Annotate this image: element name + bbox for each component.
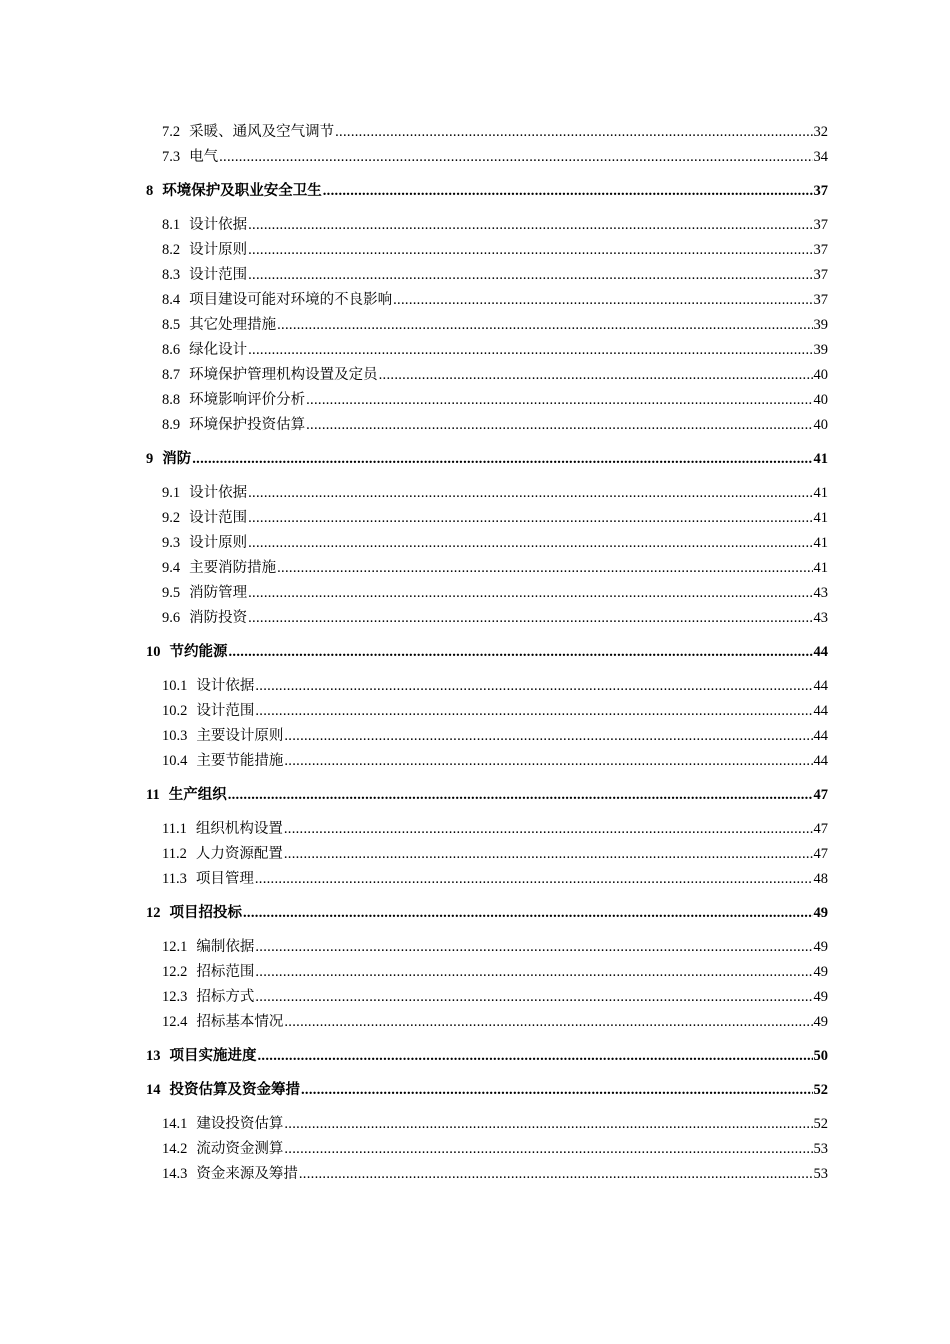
- toc-entry-title: 节约能源: [169, 644, 228, 660]
- toc-page-number: 39: [813, 317, 828, 333]
- toc-section-entry[interactable]: [146, 217, 828, 242]
- toc-entry-number: 8.1: [162, 217, 181, 233]
- toc-chapter-entry[interactable]: [146, 183, 828, 200]
- toc-entry-number: 8.4: [162, 292, 181, 308]
- toc-dot-leader: [284, 846, 813, 863]
- toc-entry-title: 项目招投标: [169, 905, 242, 921]
- toc-entry-title: 主要消防措施: [189, 560, 277, 576]
- toc-section-entry[interactable]: [146, 703, 828, 728]
- toc-entry-number: 9.6: [162, 610, 181, 626]
- toc-dot-leader: [379, 367, 813, 384]
- toc-page-number: 52: [813, 1116, 828, 1132]
- toc-entry-title: 其它处理措施: [189, 317, 277, 333]
- toc-page-number: 34: [813, 149, 828, 165]
- toc-page-number: 47: [813, 846, 828, 862]
- toc-dot-leader: [219, 149, 812, 166]
- toc-entry-number: 9.3: [162, 535, 181, 551]
- toc-dot-leader: [335, 124, 812, 141]
- toc-page-number: 39: [813, 342, 828, 358]
- toc-dot-leader: [306, 417, 812, 434]
- toc-section-entry[interactable]: [146, 821, 828, 846]
- toc-chapter-entry[interactable]: [146, 451, 828, 468]
- toc-page-number: 44: [813, 753, 828, 769]
- toc-dot-leader: [248, 217, 812, 234]
- toc-entry-title: 流动资金测算: [196, 1141, 284, 1157]
- toc-entry-number: 9.2: [162, 510, 181, 526]
- toc-chapter-entry[interactable]: [146, 787, 828, 804]
- toc-entry-title: 消防管理: [189, 585, 248, 601]
- toc-dot-leader: [255, 939, 812, 956]
- toc-entry-title: 项目管理: [195, 871, 254, 887]
- toc-section-entry[interactable]: [146, 292, 828, 317]
- toc-dot-leader: [248, 610, 812, 627]
- toc-entry-title: 环境影响评价分析: [189, 392, 306, 408]
- toc-entry-number: 12.1: [162, 939, 188, 955]
- toc-entry-title: 设计范围: [189, 267, 248, 283]
- toc-entry-number: 10.4: [162, 753, 188, 769]
- toc-entry-title: 编制依据: [196, 939, 255, 955]
- toc-page-number: 47: [813, 787, 828, 803]
- toc-entry-number: 11.2: [162, 846, 187, 862]
- toc-page-number: 41: [813, 535, 828, 551]
- toc-entry-number: 14.3: [162, 1166, 188, 1182]
- toc-chapter-entry[interactable]: [146, 644, 828, 661]
- toc-entry-title: 设计依据: [189, 485, 248, 501]
- toc-entry-number: 10: [146, 644, 161, 660]
- toc-section-entry[interactable]: [146, 728, 828, 753]
- toc-dot-leader: [284, 1141, 812, 1158]
- toc-section-entry[interactable]: [146, 1166, 828, 1191]
- toc-entry-number: 9.4: [162, 560, 181, 576]
- toc-entry-number: 10.1: [162, 678, 188, 694]
- toc-entry-title: 设计依据: [189, 217, 248, 233]
- toc-entry-number: 8.5: [162, 317, 181, 333]
- toc-section-entry[interactable]: [146, 610, 828, 635]
- toc-entry-title: 招标基本情况: [196, 1014, 284, 1030]
- toc-entry-title: 建设投资估算: [196, 1116, 284, 1132]
- toc-page-number: 41: [813, 485, 828, 501]
- toc-entry-title: 设计依据: [196, 678, 255, 694]
- toc-section-entry[interactable]: [146, 417, 828, 442]
- toc-page-number: 37: [813, 217, 828, 233]
- toc-entry-number: 8.3: [162, 267, 181, 283]
- toc-page-number: 40: [813, 392, 828, 408]
- toc-section-entry[interactable]: [146, 392, 828, 417]
- toc-section-entry[interactable]: [146, 585, 828, 610]
- toc-dot-leader: [248, 342, 812, 359]
- toc-dot-leader: [323, 183, 813, 200]
- toc-section-entry[interactable]: [146, 560, 828, 585]
- toc-entry-number: 14: [146, 1082, 161, 1098]
- toc-dot-leader: [284, 728, 812, 745]
- toc-entry-number: 11: [146, 787, 160, 803]
- toc-page-number: 43: [813, 610, 828, 626]
- toc-page-number: 53: [813, 1166, 828, 1182]
- toc-page-number: 44: [813, 678, 828, 694]
- toc-page-number: 49: [813, 964, 828, 980]
- toc-entry-title: 资金来源及筹措: [196, 1166, 298, 1182]
- toc-dot-leader: [255, 964, 812, 981]
- table-of-contents: [146, 124, 828, 1191]
- toc-chapter-entry[interactable]: [146, 1082, 828, 1099]
- toc-section-entry[interactable]: [146, 989, 828, 1014]
- toc-entry-number: 14.2: [162, 1141, 188, 1157]
- toc-entry-title: 项目建设可能对环境的不良影响: [189, 292, 393, 308]
- toc-section-entry[interactable]: [146, 871, 828, 896]
- toc-entry-title: 招标方式: [196, 989, 255, 1005]
- toc-entry-title: 项目实施进度: [169, 1048, 257, 1064]
- toc-section-entry[interactable]: [146, 342, 828, 367]
- toc-chapter-entry[interactable]: [146, 905, 828, 922]
- toc-entry-number: 12.3: [162, 989, 188, 1005]
- toc-entry-title: 设计原则: [189, 535, 248, 551]
- toc-dot-leader: [258, 1048, 813, 1065]
- toc-section-entry[interactable]: [146, 149, 828, 174]
- toc-page-number: 32: [813, 124, 828, 140]
- toc-dot-leader: [243, 905, 813, 922]
- toc-entry-title: 环境保护及职业安全卫生: [162, 183, 322, 199]
- toc-dot-leader: [301, 1082, 813, 1099]
- toc-page-number: 37: [813, 183, 828, 199]
- toc-dot-leader: [229, 644, 813, 661]
- toc-dot-leader: [248, 585, 812, 602]
- toc-entry-number: 9.5: [162, 585, 181, 601]
- toc-dot-leader: [248, 510, 812, 527]
- toc-entry-title: 消防投资: [189, 610, 248, 626]
- toc-dot-leader: [284, 1116, 812, 1133]
- toc-page-number: 37: [813, 267, 828, 283]
- toc-dot-leader: [306, 392, 812, 409]
- toc-dot-leader: [277, 560, 812, 577]
- toc-section-entry[interactable]: [146, 510, 828, 535]
- toc-entry-number: 8.8: [162, 392, 181, 408]
- toc-entry-title: 电气: [189, 149, 219, 165]
- toc-entry-title: 组织机构设置: [195, 821, 283, 837]
- toc-page-number: 49: [813, 939, 828, 955]
- toc-page-number: 41: [813, 510, 828, 526]
- toc-entry-number: 10.2: [162, 703, 188, 719]
- toc-dot-leader: [248, 267, 812, 284]
- toc-entry-number: 14.1: [162, 1116, 188, 1132]
- toc-entry-number: 8: [146, 183, 154, 199]
- toc-section-entry[interactable]: [146, 1014, 828, 1039]
- toc-page-number: 53: [813, 1141, 828, 1157]
- toc-page-number: 52: [813, 1082, 828, 1098]
- toc-page-number: 43: [813, 585, 828, 601]
- toc-entry-title: 招标范围: [196, 964, 255, 980]
- toc-page-number: 37: [813, 292, 828, 308]
- toc-page-number: 41: [813, 451, 828, 467]
- toc-section-entry[interactable]: [146, 485, 828, 510]
- toc-entry-number: 9.1: [162, 485, 181, 501]
- toc-entry-number: 11.1: [162, 821, 187, 837]
- toc-section-entry[interactable]: [146, 1116, 828, 1141]
- toc-entry-title: 主要节能措施: [196, 753, 284, 769]
- toc-section-entry[interactable]: [146, 317, 828, 342]
- toc-entry-title: 采暖、通风及空气调节: [189, 124, 335, 140]
- toc-entry-number: 12.4: [162, 1014, 188, 1030]
- toc-entry-number: 7.3: [162, 149, 181, 165]
- toc-entry-title: 绿化设计: [189, 342, 248, 358]
- toc-page-number: 40: [813, 417, 828, 433]
- toc-dot-leader: [277, 317, 812, 334]
- toc-page-number: 44: [813, 644, 828, 660]
- toc-entry-title: 环境保护投资估算: [189, 417, 306, 433]
- toc-entry-title: 设计原则: [189, 242, 248, 258]
- toc-page-number: 49: [813, 989, 828, 1005]
- toc-dot-leader: [255, 871, 813, 888]
- toc-page-number: 47: [813, 821, 828, 837]
- toc-section-entry[interactable]: [146, 964, 828, 989]
- toc-entry-title: 人力资源配置: [195, 846, 283, 862]
- toc-dot-leader: [299, 1166, 813, 1183]
- toc-entry-title: 环境保护管理机构设置及定员: [189, 367, 378, 383]
- toc-page-number: 49: [813, 905, 828, 921]
- toc-entry-number: 12: [146, 905, 161, 921]
- toc-page-number: 40: [813, 367, 828, 383]
- toc-entry-number: 12.2: [162, 964, 188, 980]
- toc-section-entry[interactable]: [146, 678, 828, 703]
- toc-entry-number: 8.9: [162, 417, 181, 433]
- toc-page-number: 48: [813, 871, 828, 887]
- toc-page-number: 41: [813, 560, 828, 576]
- toc-dot-leader: [248, 485, 812, 502]
- toc-dot-leader: [284, 821, 813, 838]
- toc-entry-title: 生产组织: [168, 787, 227, 803]
- toc-entry-number: 7.2: [162, 124, 181, 140]
- toc-entry-title: 主要设计原则: [196, 728, 284, 744]
- toc-page-number: 44: [813, 728, 828, 744]
- toc-section-entry[interactable]: [146, 367, 828, 392]
- toc-dot-leader: [284, 1014, 812, 1031]
- toc-dot-leader: [284, 753, 812, 770]
- toc-section-entry[interactable]: [146, 753, 828, 778]
- toc-section-entry[interactable]: [146, 267, 828, 292]
- toc-entry-number: 8.6: [162, 342, 181, 358]
- toc-chapter-entry[interactable]: [146, 1048, 828, 1065]
- toc-entry-number: 8.7: [162, 367, 181, 383]
- toc-dot-leader: [255, 989, 812, 1006]
- toc-dot-leader: [192, 451, 812, 468]
- toc-dot-leader: [248, 535, 812, 552]
- toc-page-number: 37: [813, 242, 828, 258]
- toc-entry-title: 设计范围: [196, 703, 255, 719]
- toc-page-number: 44: [813, 703, 828, 719]
- toc-dot-leader: [255, 678, 812, 695]
- toc-section-entry[interactable]: [146, 535, 828, 560]
- toc-entry-number: 11.3: [162, 871, 187, 887]
- toc-dot-leader: [228, 787, 813, 804]
- toc-entry-title: 投资估算及资金筹措: [169, 1082, 300, 1098]
- toc-section-entry[interactable]: [146, 1141, 828, 1166]
- toc-page-number: 50: [813, 1048, 828, 1064]
- toc-section-entry[interactable]: [146, 846, 828, 871]
- toc-entry-number: 10.3: [162, 728, 188, 744]
- toc-section-entry[interactable]: [146, 124, 828, 149]
- toc-entry-number: 9: [146, 451, 154, 467]
- toc-page-number: 49: [813, 1014, 828, 1030]
- toc-entry-title: 设计范围: [189, 510, 248, 526]
- toc-entry-number: 8.2: [162, 242, 181, 258]
- toc-entry-title: 消防: [162, 451, 192, 467]
- toc-dot-leader: [255, 703, 812, 720]
- toc-section-entry[interactable]: [146, 242, 828, 267]
- toc-section-entry[interactable]: [146, 939, 828, 964]
- toc-entry-number: 13: [146, 1048, 161, 1064]
- toc-dot-leader: [248, 242, 812, 259]
- toc-dot-leader: [393, 292, 812, 309]
